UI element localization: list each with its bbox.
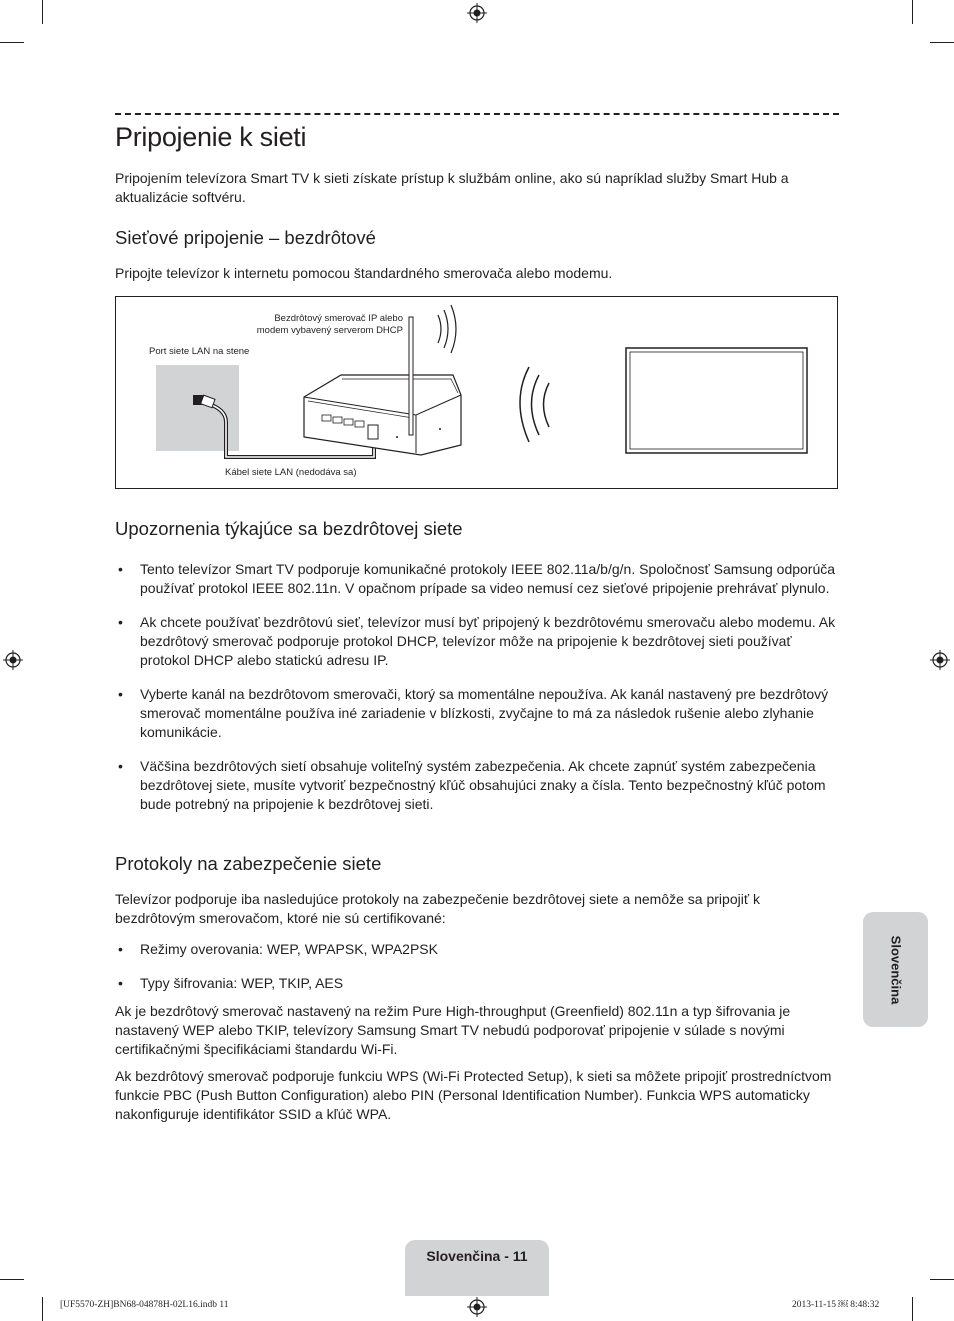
section-divider (115, 113, 839, 115)
security-list (115, 940, 839, 993)
wall-port-label: Port siete LAN na stene (149, 346, 250, 357)
security-paragraph-wps: Ak bezdrôtový smerovač podporuje funkciu WPS (Wi-Fi Protected Setup), k sieti sa môžete pripojiť prostredníctvom funkcie PBC (Push Button Configuration) alebo PIN (Personal Identification Number). Funkcia WPS automaticky nakonfiguruje identifikátor SSID a kľúč WPA. (115, 1068, 832, 1122)
crop-mark (912, 0, 913, 24)
list-item: • Tento televízor Smart TV podporuje komunikačné protokoly IEEE 802.11a/b/g/n. Spoločnosť Samsung odporúča používať protokol IEEE 802.11n. V opačnom prípade sa video nemusí cez sieťové pripojenie prehrávať plynulo. (115, 560, 839, 598)
list-item: • Vyberte kanál na bezdrôtovom smerovači, ktorý sa momentálne nepoužíva. Ak kanál nastavený pre bezdrôtový smerovač momentálne používa iné zariadenie v blízkosti, zvyčajne to má za následok rušenie alebo zlyhanie komunikácie. (115, 685, 839, 742)
security-heading: Protokoly na zabezpečenie siete (115, 853, 382, 874)
footer-file-info: [UF5570-ZH]BN68-04878H-02L16.indb 11 (60, 1300, 229, 1310)
crop-mark (42, 0, 43, 24)
page-number: Slovenčina - 11 (426, 1248, 528, 1264)
footer-timestamp: 2013-11-15 ￼ 8:48:32 (792, 1300, 880, 1310)
cable-label: Kábel siete LAN (nedodáva sa) (225, 467, 357, 478)
language-side-tab (863, 912, 928, 1027)
list-item: • Režimy overovania: WEP, WPAPSK, WPA2PSK (115, 940, 839, 959)
router-icon (304, 317, 461, 455)
wireless-text: Pripojte televízor k internetu pomocou štandardného smerovača alebo modemu. (115, 265, 613, 281)
crop-mark (930, 1279, 954, 1280)
language-side-tab-label: Slovenčina (888, 935, 903, 1004)
crop-mark (930, 42, 954, 43)
list-item: • Typy šifrovania: WEP, TKIP, AES (115, 974, 839, 993)
diagram-illustration (116, 297, 837, 488)
registration-mark-icon (930, 650, 950, 670)
crop-mark (42, 1297, 43, 1321)
page-title: Pripojenie k sieti (115, 122, 307, 152)
warnings-heading: Upozornenia týkajúce sa bezdrôtovej siete (115, 518, 463, 539)
list-item: • Väčšina bezdrôtových sietí obsahuje voliteľný systém zabezpečenia. Ak chcete zapnúť systém zabezpečenia bezdrôtovej siete, musíte vytvoriť bezpečnostný kľúč obsahujúci znaky a čísla. Tento bezpečnostný kľúč potom bude potrebný na pripojenie k bezdrôtovej sieti. (115, 757, 839, 814)
router-wifi-waves-icon (438, 305, 456, 353)
warnings-list (115, 560, 839, 814)
registration-mark-icon (3, 650, 23, 670)
crop-mark (0, 42, 24, 43)
tv-icon (626, 348, 807, 453)
router-label: Bezdrôtový smerovač IP alebo modem vybavený serverom DHCP (256, 313, 403, 336)
page-number-tab (405, 1240, 549, 1296)
security-paragraph-greenfield: Ak je bezdrôtový smerovač nastavený na režim Pure High-throughput (Greenfield) 802.11n a typ šifrovania je nastavený WEP alebo TKIP, televízory Samsung Smart TV nebudú podporovať pripojenie v súlade s novými certifikačnými špecifikáciami štandardu Wi-Fi. (115, 1003, 791, 1057)
crop-mark (0, 1279, 24, 1280)
wireless-heading: Sieťové pripojenie – bezdrôtové (115, 227, 376, 248)
tv-wifi-waves-icon (520, 367, 549, 442)
registration-mark-icon (467, 1297, 487, 1317)
crop-mark (912, 1297, 913, 1321)
list-item: • Ak chcete používať bezdrôtovú sieť, televízor musí byť pripojený k bezdrôtovému smerovaču alebo modemu. Ak bezdrôtový smerovač podporuje protokol DHCP, televízor môže na pripojenie k bezdrôtovej sieti používať protokol DHCP alebo statickú adresu IP. (115, 613, 839, 670)
security-intro: Televízor podporuje iba nasledujúce protokoly na zabezpečenie bezdrôtovej siete a nemôže sa pripojiť k bezdrôtovým smerovačom, ktoré nie sú certifikované: (115, 891, 760, 926)
registration-mark-icon (467, 3, 487, 23)
intro-paragraph: Pripojením televízora Smart TV k sieti získate prístup k službám online, ako sú napríklad služby Smart Hub a aktualizácie softvéru. (115, 170, 789, 205)
connection-diagram (115, 296, 838, 489)
